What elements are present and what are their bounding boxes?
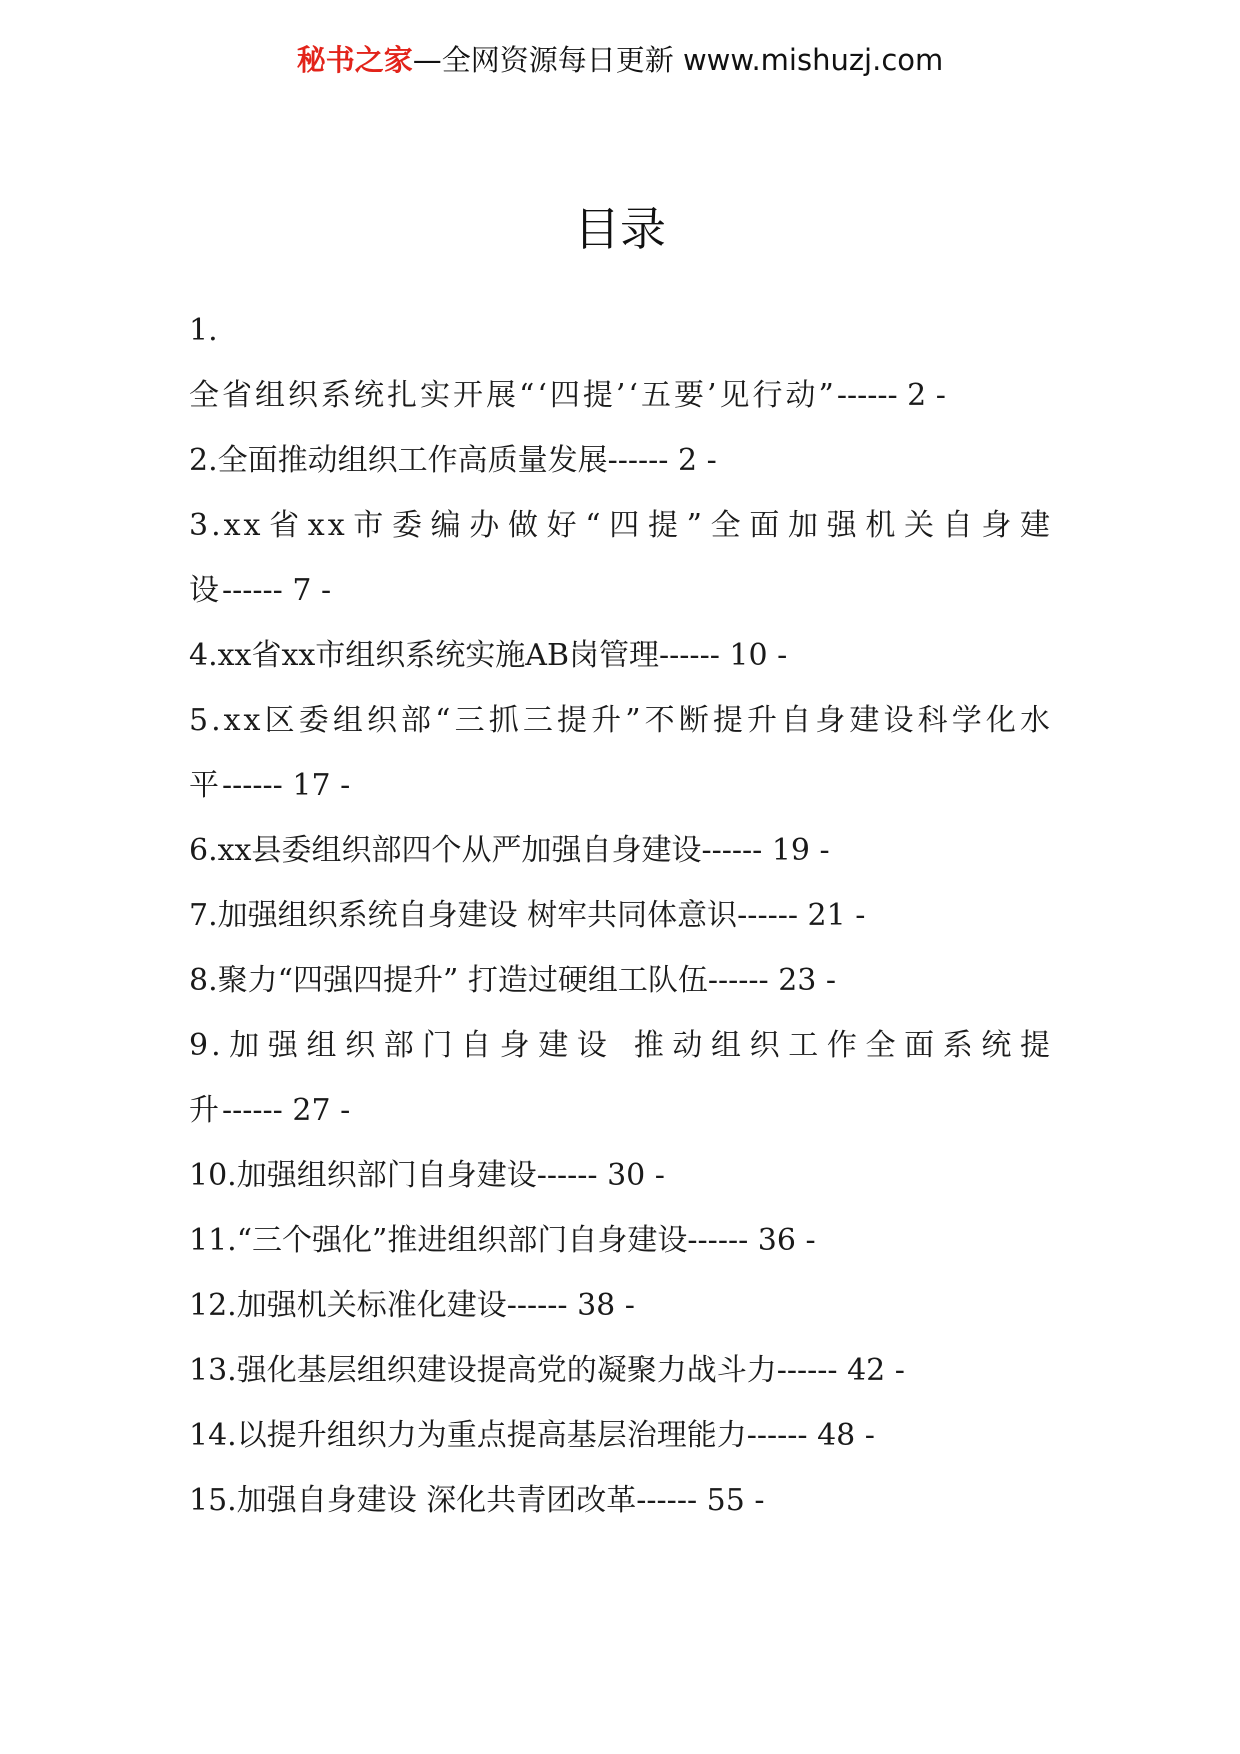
- toc-entry-number: 9.: [189, 1028, 224, 1063]
- toc-entry-page: ------ 23 -: [707, 963, 837, 998]
- toc-entry-8[interactable]: [189, 948, 1053, 1013]
- toc-entry-text: 以提升组织力为重点提高基层治理能力: [236, 1418, 747, 1453]
- toc-entry-number: 3.: [189, 508, 224, 543]
- toc-entry-12[interactable]: [189, 1273, 1053, 1338]
- toc-entry-2[interactable]: [189, 428, 1053, 493]
- toc-entry-text: xx区委组织部“三抓三提升”不断提升自身建设科学化水平: [189, 703, 1053, 803]
- toc-entry-number: 12.: [189, 1288, 237, 1323]
- toc-entry-text: 全面推动组织工作高质量发展: [217, 443, 608, 478]
- toc-entry-page: ------ 30 -: [536, 1158, 665, 1193]
- toc-entry-text: “三个强化”推进组织部门自身建设: [236, 1223, 688, 1258]
- toc-entry-11[interactable]: [189, 1208, 1053, 1273]
- toc-entry-text: 聚力“四强四提升” 打造过硬组工队伍: [217, 963, 708, 998]
- toc-entry-number: 11.: [189, 1223, 237, 1258]
- toc-entry-number: 1.: [189, 313, 218, 348]
- toc-entry-number: 13.: [189, 1353, 237, 1388]
- toc-entry-page: ------ 48 -: [746, 1418, 875, 1453]
- toc-entry-text: 加强机关标准化建设: [236, 1288, 507, 1323]
- site-brand: 秘书之家: [296, 43, 413, 77]
- toc-entry-page: ------ 7 -: [222, 573, 332, 608]
- toc-entry-10[interactable]: [189, 1143, 1053, 1208]
- toc-entry-page: ------ 10 -: [659, 638, 788, 673]
- toc-entry-number: 6.: [189, 833, 218, 868]
- toc-entry-3[interactable]: [189, 493, 1053, 623]
- toc-entry-14[interactable]: [189, 1403, 1053, 1468]
- toc-entry-13[interactable]: [189, 1338, 1053, 1403]
- toc-entry-number: 4.: [189, 638, 218, 673]
- toc-entry-15[interactable]: [189, 1468, 1053, 1533]
- toc-entry-page: ------ 2 -: [607, 443, 717, 478]
- toc-entry-number: 14.: [189, 1418, 237, 1453]
- toc-entry-text: 加强组织部门自身建设: [236, 1158, 537, 1193]
- toc-entry-7[interactable]: [189, 883, 1053, 948]
- site-tagline: —全网资源每日更新 www.mishuzj.com: [412, 43, 944, 77]
- toc-entry-number: 2.: [189, 443, 218, 478]
- toc-entry-text: xx县委组织部四个从严加强自身建设: [217, 833, 702, 868]
- toc-entry-4[interactable]: [189, 623, 1053, 688]
- toc-entry-text: 加强自身建设 深化共青团改革: [236, 1483, 637, 1518]
- toc-entry-number: 5.: [189, 703, 224, 738]
- toc-entry-number: 15.: [189, 1483, 237, 1518]
- toc-entry-text: 加强组织部门自身建设 推动组织工作全面系统提升: [189, 1028, 1053, 1128]
- toc-entry-9[interactable]: [189, 1013, 1053, 1143]
- toc-entry-number: 10.: [189, 1158, 237, 1193]
- toc-entry-page: ------ 17 -: [222, 768, 351, 803]
- toc-entry-page: ------ 27 -: [222, 1093, 351, 1128]
- toc-entry-text: 强化基层组织建设提高党的凝聚力战斗力: [236, 1353, 777, 1388]
- toc-entry-number: 7.: [189, 898, 218, 933]
- toc-entry-page: ------ 38 -: [506, 1288, 635, 1323]
- toc-entry-number: 8.: [189, 963, 218, 998]
- toc-entry-page: ------ 19 -: [701, 833, 830, 868]
- toc-entry-page: ------ 21 -: [737, 898, 866, 933]
- toc-entry-5[interactable]: [189, 688, 1053, 818]
- toc-entry-text: xx省xx市组织系统实施AB岗管理: [217, 638, 660, 673]
- table-of-contents: [189, 298, 1053, 1533]
- toc-entry-text: 加强组织系统自身建设 树牢共同体意识: [217, 898, 738, 933]
- toc-entry-page: ------ 2 -: [836, 378, 946, 413]
- toc-entry-page: ------ 36 -: [687, 1223, 816, 1258]
- page-title: 目录: [574, 202, 666, 256]
- toc-entry-page: ------ 55 -: [636, 1483, 765, 1518]
- toc-entry-text: 全省组织系统扎实开展“‘四提’‘五要’见行动”: [189, 378, 837, 413]
- site-header: [0, 40, 1240, 80]
- toc-entry-page: ------ 42 -: [776, 1353, 905, 1388]
- toc-entry-1[interactable]: [189, 298, 1053, 428]
- toc-entry-text: xx省xx市委编办做好“四提”全面加强机关自身建设: [189, 508, 1053, 608]
- toc-entry-6[interactable]: [189, 818, 1053, 883]
